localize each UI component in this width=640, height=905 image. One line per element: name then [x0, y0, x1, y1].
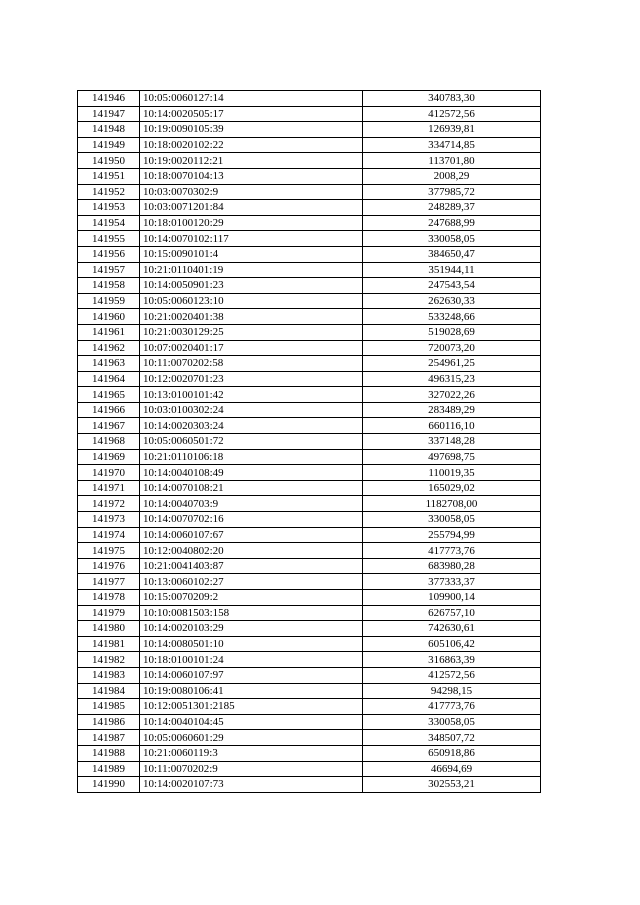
record-number-cell: 141957: [78, 262, 140, 278]
amount-value-cell: 334714,85: [363, 137, 541, 153]
record-number-cell: 141990: [78, 777, 140, 793]
amount-value-cell: 417773,76: [363, 543, 541, 559]
table-row: [78, 449, 541, 465]
table-row: [78, 574, 541, 590]
table-row: [78, 137, 541, 153]
amount-value-cell: 650918,86: [363, 745, 541, 761]
cadastral-number-cell: 10:14:0070102:117: [140, 231, 363, 247]
amount-value-cell: 330058,05: [363, 231, 541, 247]
record-number-cell: 141985: [78, 699, 140, 715]
cadastral-number-cell: 10:13:0060102:27: [140, 574, 363, 590]
cadastral-number-cell: 10:21:0030129:25: [140, 324, 363, 340]
amount-value-cell: 348507,72: [363, 730, 541, 746]
cadastral-number-cell: 10:21:0020401:38: [140, 309, 363, 325]
table-row: [78, 527, 541, 543]
table-row: [78, 605, 541, 621]
cadastral-number-cell: 10:21:0060119:3: [140, 745, 363, 761]
record-number-cell: 141954: [78, 215, 140, 231]
cadastral-number-cell: 10:18:0020102:22: [140, 137, 363, 153]
cadastral-number-cell: 10:21:0110106:18: [140, 449, 363, 465]
cadastral-number-cell: 10:12:0040802:20: [140, 543, 363, 559]
table-row: [78, 418, 541, 434]
record-number-cell: 141982: [78, 652, 140, 668]
table-row: [78, 168, 541, 184]
cadastral-number-cell: 10:19:0020112:21: [140, 153, 363, 169]
cadastral-number-cell: 10:14:0070108:21: [140, 480, 363, 496]
cadastral-number-cell: 10:14:0070702:16: [140, 512, 363, 528]
cadastral-number-cell: 10:15:0070209:2: [140, 590, 363, 606]
amount-value-cell: 165029,02: [363, 480, 541, 496]
amount-value-cell: 255794,99: [363, 527, 541, 543]
amount-value-cell: 248289,37: [363, 200, 541, 216]
record-number-cell: 141984: [78, 683, 140, 699]
record-number-cell: 141959: [78, 293, 140, 309]
amount-value-cell: 330058,05: [363, 714, 541, 730]
record-number-cell: 141955: [78, 231, 140, 247]
record-number-cell: 141966: [78, 402, 140, 418]
table-row: [78, 480, 541, 496]
cadastral-number-cell: 10:05:0060123:10: [140, 293, 363, 309]
record-number-cell: 141956: [78, 246, 140, 262]
amount-value-cell: 1182708,00: [363, 496, 541, 512]
record-number-cell: 141972: [78, 496, 140, 512]
cadastral-number-cell: 10:14:0020103:29: [140, 621, 363, 637]
table-row: [78, 761, 541, 777]
table-row: [78, 683, 541, 699]
record-number-cell: 141988: [78, 745, 140, 761]
table-row: [78, 387, 541, 403]
amount-value-cell: 377333,37: [363, 574, 541, 590]
table-row: [78, 293, 541, 309]
amount-value-cell: 742630,61: [363, 621, 541, 637]
data-table: [77, 90, 541, 793]
amount-value-cell: 2008,29: [363, 168, 541, 184]
cadastral-number-cell: 10:05:0060501:72: [140, 434, 363, 450]
amount-value-cell: 533248,66: [363, 309, 541, 325]
table-row: [78, 91, 541, 107]
amount-value-cell: 497698,75: [363, 449, 541, 465]
amount-value-cell: 720073,20: [363, 340, 541, 356]
cadastral-number-cell: 10:05:0060601:29: [140, 730, 363, 746]
record-number-cell: 141974: [78, 527, 140, 543]
table-body: [78, 91, 541, 793]
record-number-cell: 141950: [78, 153, 140, 169]
record-number-cell: 141960: [78, 309, 140, 325]
amount-value-cell: 351944,11: [363, 262, 541, 278]
record-number-cell: 141986: [78, 714, 140, 730]
table-row: [78, 231, 541, 247]
table-row: [78, 262, 541, 278]
record-number-cell: 141953: [78, 200, 140, 216]
cadastral-number-cell: 10:14:0020505:17: [140, 106, 363, 122]
amount-value-cell: 113701,80: [363, 153, 541, 169]
table-row: [78, 590, 541, 606]
cadastral-number-cell: 10:03:0100302:24: [140, 402, 363, 418]
amount-value-cell: 109900,14: [363, 590, 541, 606]
cadastral-number-cell: 10:07:0020401:17: [140, 340, 363, 356]
table-row: [78, 699, 541, 715]
amount-value-cell: 340783,30: [363, 91, 541, 107]
table-row: [78, 371, 541, 387]
record-number-cell: 141975: [78, 543, 140, 559]
cadastral-number-cell: 10:14:0040104:45: [140, 714, 363, 730]
amount-value-cell: 262630,33: [363, 293, 541, 309]
record-number-cell: 141965: [78, 387, 140, 403]
record-number-cell: 141967: [78, 418, 140, 434]
record-number-cell: 141946: [78, 91, 140, 107]
amount-value-cell: 660116,10: [363, 418, 541, 434]
table-row: [78, 215, 541, 231]
cadastral-number-cell: 10:19:0080106:41: [140, 683, 363, 699]
table-row: [78, 745, 541, 761]
record-number-cell: 141949: [78, 137, 140, 153]
table-row: [78, 184, 541, 200]
amount-value-cell: 330058,05: [363, 512, 541, 528]
record-number-cell: 141979: [78, 605, 140, 621]
amount-value-cell: 126939,81: [363, 122, 541, 138]
record-number-cell: 141952: [78, 184, 140, 200]
record-number-cell: 141964: [78, 371, 140, 387]
cadastral-number-cell: 10:14:0020303:24: [140, 418, 363, 434]
record-number-cell: 141976: [78, 558, 140, 574]
record-number-cell: 141987: [78, 730, 140, 746]
record-number-cell: 141968: [78, 434, 140, 450]
cadastral-number-cell: 10:05:0060127:14: [140, 91, 363, 107]
record-number-cell: 141971: [78, 480, 140, 496]
amount-value-cell: 605106,42: [363, 636, 541, 652]
cadastral-number-cell: 10:14:0060107:97: [140, 667, 363, 683]
record-number-cell: 141958: [78, 278, 140, 294]
cadastral-number-cell: 10:12:0020701:23: [140, 371, 363, 387]
cadastral-number-cell: 10:14:0050901:23: [140, 278, 363, 294]
amount-value-cell: 377985,72: [363, 184, 541, 200]
cadastral-number-cell: 10:13:0100101:42: [140, 387, 363, 403]
cadastral-number-cell: 10:18:0100120:29: [140, 215, 363, 231]
table-row: [78, 777, 541, 793]
amount-value-cell: 496315,23: [363, 371, 541, 387]
table-row: [78, 122, 541, 138]
table-row: [78, 652, 541, 668]
table-row: [78, 667, 541, 683]
table-row: [78, 512, 541, 528]
record-number-cell: 141980: [78, 621, 140, 637]
table-row: [78, 153, 541, 169]
table-row: [78, 558, 541, 574]
table-row: [78, 309, 541, 325]
amount-value-cell: 254961,25: [363, 356, 541, 372]
cadastral-number-cell: 10:03:0071201:84: [140, 200, 363, 216]
cadastral-number-cell: 10:21:0110401:19: [140, 262, 363, 278]
cadastral-number-cell: 10:10:0081503:158: [140, 605, 363, 621]
record-number-cell: 141961: [78, 324, 140, 340]
amount-value-cell: 683980,28: [363, 558, 541, 574]
amount-value-cell: 316863,39: [363, 652, 541, 668]
table-row: [78, 402, 541, 418]
table-row: [78, 324, 541, 340]
record-number-cell: 141983: [78, 667, 140, 683]
amount-value-cell: 417773,76: [363, 699, 541, 715]
amount-value-cell: 247543,54: [363, 278, 541, 294]
table-row: [78, 621, 541, 637]
record-number-cell: 141973: [78, 512, 140, 528]
table-row: [78, 434, 541, 450]
record-number-cell: 141947: [78, 106, 140, 122]
amount-value-cell: 626757,10: [363, 605, 541, 621]
amount-value-cell: 412572,56: [363, 106, 541, 122]
amount-value-cell: 519028,69: [363, 324, 541, 340]
amount-value-cell: 94298,15: [363, 683, 541, 699]
cadastral-number-cell: 10:19:0090105:39: [140, 122, 363, 138]
record-number-cell: 141978: [78, 590, 140, 606]
table-row: [78, 730, 541, 746]
amount-value-cell: 247688,99: [363, 215, 541, 231]
table-row: [78, 340, 541, 356]
amount-value-cell: 412572,56: [363, 667, 541, 683]
cadastral-number-cell: 10:14:0060107:67: [140, 527, 363, 543]
record-number-cell: 141962: [78, 340, 140, 356]
record-number-cell: 141977: [78, 574, 140, 590]
cadastral-number-cell: 10:11:0070202:58: [140, 356, 363, 372]
cadastral-number-cell: 10:18:0100101:24: [140, 652, 363, 668]
table-row: [78, 278, 541, 294]
amount-value-cell: 384650,47: [363, 246, 541, 262]
table-row: [78, 543, 541, 559]
record-number-cell: 141970: [78, 465, 140, 481]
cadastral-number-cell: 10:15:0090101:4: [140, 246, 363, 262]
cadastral-number-cell: 10:12:0051301:2185: [140, 699, 363, 715]
amount-value-cell: 283489,29: [363, 402, 541, 418]
record-number-cell: 141981: [78, 636, 140, 652]
amount-value-cell: 110019,35: [363, 465, 541, 481]
cadastral-number-cell: 10:21:0041403:87: [140, 558, 363, 574]
cadastral-number-cell: 10:14:0080501:10: [140, 636, 363, 652]
amount-value-cell: 302553,21: [363, 777, 541, 793]
table-row: [78, 496, 541, 512]
cadastral-number-cell: 10:03:0070302:9: [140, 184, 363, 200]
cadastral-number-cell: 10:14:0020107:73: [140, 777, 363, 793]
record-number-cell: 141948: [78, 122, 140, 138]
amount-value-cell: 46694,69: [363, 761, 541, 777]
table-row: [78, 356, 541, 372]
table-row: [78, 246, 541, 262]
table-row: [78, 106, 541, 122]
amount-value-cell: 337148,28: [363, 434, 541, 450]
cadastral-number-cell: 10:14:0040703:9: [140, 496, 363, 512]
cadastral-number-cell: 10:18:0070104:13: [140, 168, 363, 184]
cadastral-number-cell: 10:11:0070202:9: [140, 761, 363, 777]
record-number-cell: 141989: [78, 761, 140, 777]
table-row: [78, 636, 541, 652]
record-number-cell: 141963: [78, 356, 140, 372]
record-number-cell: 141969: [78, 449, 140, 465]
table-row: [78, 200, 541, 216]
table-row: [78, 714, 541, 730]
record-number-cell: 141951: [78, 168, 140, 184]
table-row: [78, 465, 541, 481]
amount-value-cell: 327022,26: [363, 387, 541, 403]
cadastral-number-cell: 10:14:0040108:49: [140, 465, 363, 481]
